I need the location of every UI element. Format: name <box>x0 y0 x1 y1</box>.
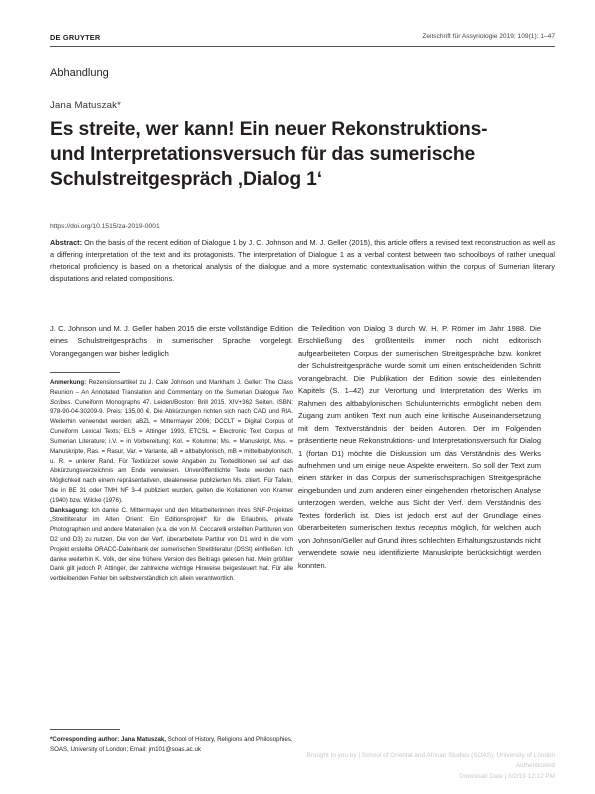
footnote-divider <box>50 372 120 373</box>
acknowledgements-label: Danksagung: <box>50 506 89 514</box>
publisher-logo: DE GRUYTER <box>50 33 101 42</box>
doi-link[interactable]: https://doi.org/10.1515/za-2019-0001 <box>50 223 160 230</box>
body-paragraph: J. C. Johnson und M. J. Geller haben 2015 die erste vollständige Edition eines Schulstreitgesprächs in sumerischer Sprache vorgelegt. Vorangegangen war bisher lediglich <box>50 324 293 358</box>
acknowledgements-text: Ich danke C. Mittermayer und den Mitarbeiterinnen ihres SNF-Projektes „Streitliteratur im Alten Orient: Ein Editionsprojekt“ für die Erlaubnis, private Photographien und andere Materialien (v.a. die von M. Ceccarelli erstellten Partituren von D2 und D3) zu nutzen. Die von der Verf. überarbeitete Partitur von D1 wird in die vom Projekt erstellte ORACC-Datenbank der sumerischen Streitliteratur (DSSt) einfließen. Ich danke weiterhin K. Volk, der eine frühere Version des Beitrags gelesen hat. Mein größter Dank gilt jedoch P. Attinger, der zahlreiche wichtige Hinweise beigesteuert hat. Für alle verbleibenden Fehler bin selbstverständlich ich allein verantwortlich. <box>50 506 293 583</box>
annotation-emphasis: Two Scribes <box>50 388 293 406</box>
footnote-annotation <box>50 378 293 506</box>
abstract-label: Abstract: <box>50 238 83 247</box>
title-line: und Interpretationsversuch für das sumerische <box>50 144 476 165</box>
watermark-line: Brought to you by | School of Oriental and African Studies (SOAS), University of London <box>306 752 555 759</box>
title-line: Es streite, wer kann! Ein neuer Rekonstruktions- <box>50 119 488 140</box>
title-line: Schulstreitgespräch ‚Dialog 1‘ <box>50 169 322 190</box>
corresponding-author-text: School of History, Religions and Philosophies, SOAS, University of London; Email: jm101@soas.ac.uk <box>50 736 293 753</box>
abstract-text: On the basis of the recent edition of Dialogue 1 by J. C. Johnson and M. J. Geller (2015), this article offers a revised text reconstruction as well as a differing interpretation of the text and its protagonists. The interpretation of Dialogue 1 as a verbal contest between two schoolboys of rather unequal rhetorical proficiency is based on a rhetorical analysis of the dialogue and a more systematic contextualisation within the corpus of Sumerian literary disputations and related compositions. <box>50 238 555 284</box>
section-label: Abhandlung <box>50 67 109 79</box>
body-column-left <box>50 323 293 360</box>
author-name: Jana Matuszak* <box>50 100 122 111</box>
journal-citation: Zeitschrift für Assyriologie 2019; 109(1): 1–47 <box>422 33 555 40</box>
body-text-cont: möglich, für welchen auch von Johnson/Geller auf Grund ihres schlechten Erhaltungszustands nicht verwendete sowie neu identifizierte Manuskripte berücksichtigt werden konnten. <box>298 523 541 570</box>
header-divider <box>50 46 555 47</box>
annotation-text-cont: . Cuneiform Monographs 47. Leiden/Boston: Brill 2015. XIV+362 Seiten. ISBN: 978-90-04-30209-9. Preis: 135,00 €. Die Abkürzungen richten sich nach CAD und RlA. Weiterhin verwendet werden: aBZL = Mittermayer 2006; DCCLT = Digital Corpus of Cuneiform Lexical Texts; ELS = Attinger 1993, ETCSL = Electronic Text Corpus of Sumerian Literature; i.V. = in Vorbereitung; Kol. = Kolumne; Ms. = Manuskript, Mss. = Manuskripte, Ras. = Rasur, Var. = Variante, aB = altbabylonisch, mB = mittelbabylonisch, u. R. = unterer Rand. Für Textkürzel sowie Angaben zu Texteditionen sei auf das Abkürzungsverzeichnis am Ende verwiesen. Unveröffentlichte Texte werden nach Möglichkeit nach einem repräsentativen, idealerweise publizierten Ms. zitiert. Für Tafeln, die in BE 31 oder TMH NF 3–4 publiziert wurden, gelten die Kollationen von Kramer (1940) bzw. Wilcke (1976). <box>50 398 293 504</box>
body-emphasis: textus receptus <box>395 523 448 533</box>
watermark-line: Authenticated <box>515 762 555 770</box>
footnote-acknowledgements <box>50 506 293 585</box>
footnote-divider <box>50 729 120 730</box>
annotation-text: Rezensionsartikel zu J. Cale Johnson und Markham J. Geller: The Class Reunion – An Annotated Translation and Commentary on the Sumerian Dialogue <box>50 379 293 396</box>
watermark-line: Download Date | 8/2/19 12:12 PM <box>459 772 555 780</box>
body-paragraph <box>298 323 541 572</box>
article-title <box>50 117 555 192</box>
body-column-right <box>298 323 541 572</box>
body-text: die Teiledition von Dialog 3 durch W. H. P. Römer im Jahr 1988. Die Erschließung des größtenteils immer noch nicht editorisch aufgearbeiteten Corpus der sumerischen Streitgespräche bzw. konkret der Schulstreitgespräche wurde somit um einen entscheidenden Schritt vorangebracht. Die Publikation der Edition sowie des einleitenden Kapitels (S. 1–42) zur Verortung und Interpretation des Werks im Rahmen des altbabylonischen Schulunterrichts ermöglicht neben dem Zugang zum antiken Text nun auch eine kritische Auseinandersetzung mit dem Textverständnis der beiden Autoren. Der im Folgenden präsentierte neue Rekonstruktions- und Interpretationsversuch für Dialog 1 (fortan D1) möchte die Diskussion um das Verständnis des Werks aufnehmen und um einige neue Aspekte erweitern. So soll der Text zum einen stärker in das Corpus der sumerischsprachigen Streitgespräche eingebunden und zum anderen einer eingehenden rhetorischen Analyse unterzogen werden, welche aus Sicht der Verf. dem Verständnis des Textes förderlich ist. Dies ist jedoch erst auf der Grundlage eines überarbeiteten sumerischen <box>298 324 541 533</box>
abstract <box>50 237 555 285</box>
running-header <box>50 33 555 45</box>
footnote-block <box>50 372 293 584</box>
download-watermark <box>155 751 555 782</box>
annotation-label: Anmerkung: <box>50 379 87 386</box>
corresponding-author-label: *Corresponding author: Jana Matuszak, <box>50 736 167 743</box>
